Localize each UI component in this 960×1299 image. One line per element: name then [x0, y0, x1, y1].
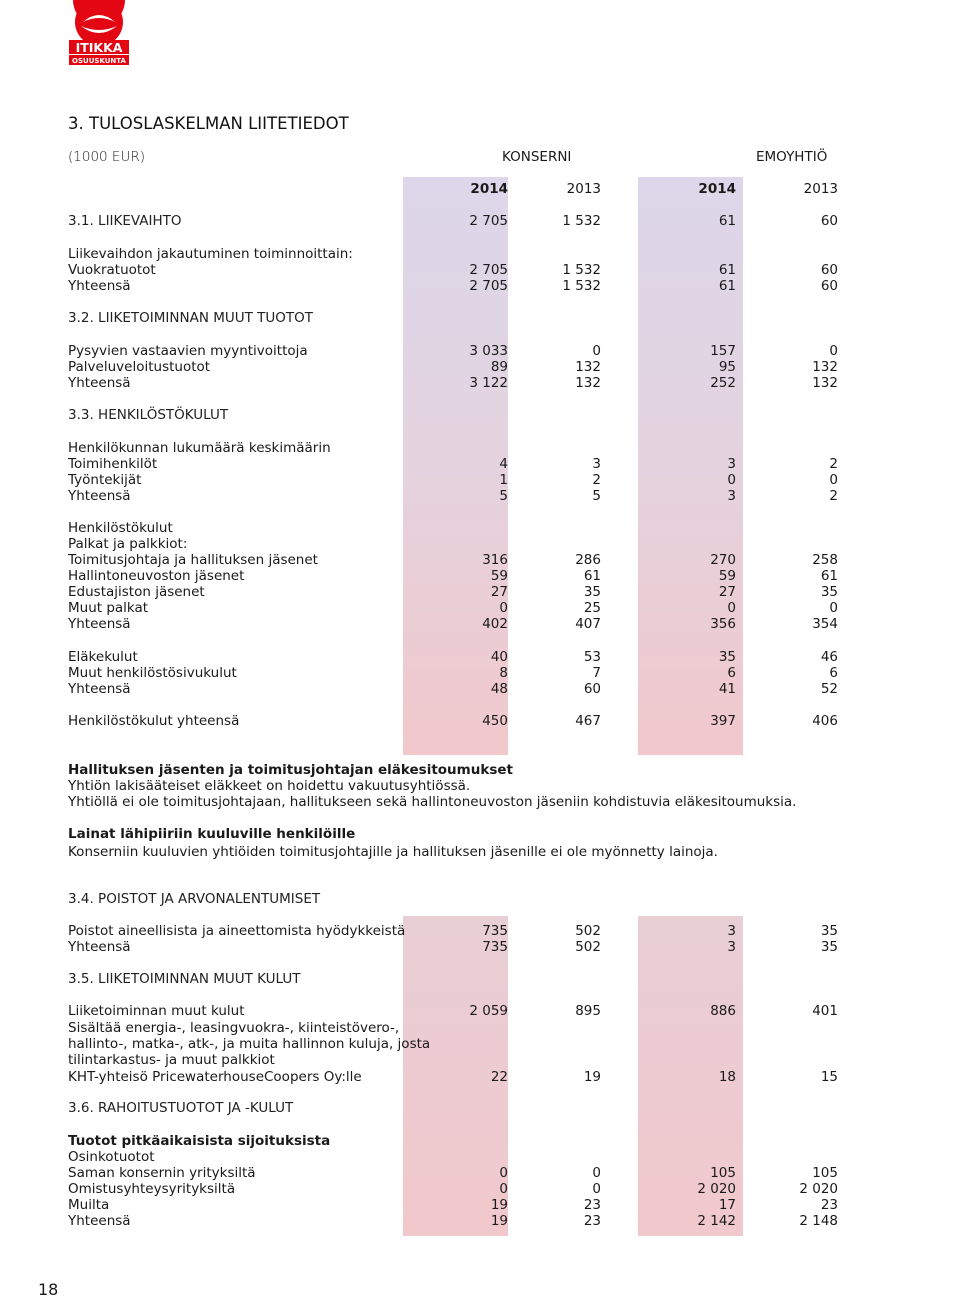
- row-label: Sisältää energia-, leasingvuokra-, kiinteistövero-,: [68, 1020, 400, 1036]
- cell: 61: [820, 568, 838, 584]
- cell: 48: [490, 681, 508, 697]
- cell: 406: [812, 713, 838, 729]
- cell: 17: [718, 1197, 736, 1213]
- row-vuokratuotot: [68, 262, 838, 279]
- section-title-3-2: 3.2. LIIKETOIMINNAN MUUT TUOTOT: [68, 310, 314, 326]
- row-henkilokunta-yhteensa: [68, 488, 838, 505]
- cell: 735: [482, 923, 508, 939]
- row-liikevaihto-yhteensa: [68, 278, 838, 295]
- row-label: Henkilökunnan lukumäärä keskimäärin: [68, 440, 331, 456]
- row-label: Yhteensä: [68, 681, 131, 697]
- row-label: Edustajiston jäsenet: [68, 584, 205, 600]
- cell: 95: [718, 359, 736, 375]
- row-section-3-3: [68, 407, 838, 424]
- row-label: Liiketoiminnan muut kulut: [68, 1003, 245, 1019]
- cell: 46: [820, 649, 838, 665]
- cell: 0: [592, 1181, 601, 1197]
- cell: 0: [829, 600, 838, 616]
- cell: 356: [710, 616, 736, 632]
- section-title-3-5: 3.5. LIIKETOIMINNAN MUUT KULUT: [68, 971, 301, 987]
- cell: 354: [812, 616, 838, 632]
- cell: 2 705: [469, 213, 508, 229]
- cell: 3: [727, 488, 736, 504]
- year-header-row: [68, 181, 838, 198]
- cell: 60: [820, 262, 838, 278]
- cell: 132: [575, 359, 601, 375]
- page-title: 3. TULOSLASKELMAN LIITETIEDOT: [68, 114, 349, 133]
- row-osinkotuotot-title: [68, 1149, 838, 1166]
- row-palkat-title: [68, 536, 838, 553]
- cell: 2 705: [469, 278, 508, 294]
- row-poistot-yhteensa: [68, 939, 838, 956]
- cell: 61: [718, 262, 736, 278]
- row-label: Tuotot pitkäaikaisista sijoituksista: [68, 1133, 331, 1149]
- itikka-logo: [63, 0, 135, 68]
- note-lainat-line1: Konserniin kuuluvien yhtiöiden toimitusjohtajille ja hallituksen jäsenille ei ole myönnetty lainoja.: [68, 844, 718, 860]
- row-label: KHT-yhteisö PricewaterhouseCoopers Oy:lle: [68, 1069, 362, 1085]
- row-label: Palkat ja palkkiot:: [68, 536, 188, 552]
- row-label: Poistot aineellisista ja aineettomista hyödykkeistä: [68, 923, 406, 939]
- cell: 0: [727, 472, 736, 488]
- cell: 6: [829, 665, 838, 681]
- cell: 53: [583, 649, 601, 665]
- cell: 252: [710, 375, 736, 391]
- cell: 1: [499, 472, 508, 488]
- cell: 61: [718, 278, 736, 294]
- row-saman-konsernin: [68, 1165, 838, 1182]
- cell: 3: [727, 939, 736, 955]
- cell: 105: [710, 1165, 736, 1181]
- row-label: Yhteensä: [68, 488, 131, 504]
- cell: 1 532: [562, 213, 601, 229]
- cell: 2 148: [799, 1213, 838, 1229]
- row-label: Yhteensä: [68, 939, 131, 955]
- logo-brand-text: ITIKKA: [75, 40, 123, 55]
- row-henkilostokulut-title: [68, 520, 838, 537]
- row-label: Henkilöstökulut: [68, 520, 173, 536]
- cell: 2: [592, 472, 601, 488]
- year-emoyhtio-2013: 2013: [803, 181, 838, 197]
- row-elakekulut: [68, 649, 838, 666]
- cell: 60: [820, 278, 838, 294]
- cell: 402: [482, 616, 508, 632]
- cell: 35: [718, 649, 736, 665]
- row-label: Muut henkilöstösivukulut: [68, 665, 237, 681]
- cell: 2 059: [469, 1003, 508, 1019]
- cell: 886: [710, 1003, 736, 1019]
- row-section-3-4: [68, 891, 838, 908]
- row-muilta: [68, 1197, 838, 1214]
- cell: 23: [820, 1197, 838, 1213]
- row-label: Henkilöstökulut yhteensä: [68, 713, 240, 729]
- row-palveluveloitus: [68, 359, 838, 376]
- row-label: Osinkotuotot: [68, 1149, 155, 1165]
- section-title-3-3: 3.3. HENKILÖSTÖKULUT: [68, 407, 229, 423]
- cell: 316: [482, 552, 508, 568]
- cell: 401: [812, 1003, 838, 1019]
- cell: 19: [490, 1213, 508, 1229]
- row-henkilokunta-title: [68, 440, 838, 457]
- cell: 27: [718, 584, 736, 600]
- year-emoyhtio-2014: 2014: [698, 181, 736, 197]
- cell: 0: [829, 343, 838, 359]
- row-henkilostokulut-yhteensa: [68, 713, 838, 730]
- cell: 258: [812, 552, 838, 568]
- section-title-3-4: 3.4. POISTOT JA ARVONALENTUMISET: [68, 891, 321, 907]
- row-label: Muilta: [68, 1197, 110, 1213]
- row-muut-tuotot-yhteensa: [68, 375, 838, 392]
- cell: 7: [592, 665, 601, 681]
- logo-sub-text: OSUUSKUNTA: [72, 57, 126, 65]
- row-label: Palveluveloitustuotot: [68, 359, 211, 375]
- row-label: Eläkekulut: [68, 649, 138, 665]
- cell: 35: [820, 923, 838, 939]
- row-label: Saman konsernin yrityksiltä: [68, 1165, 256, 1181]
- row-omistusyhteys: [68, 1181, 838, 1198]
- cell: 60: [820, 213, 838, 229]
- cell: 5: [499, 488, 508, 504]
- row-poistot: [68, 923, 838, 940]
- row-label: hallinto-, matka-, atk-, ja muita hallinnon kuluja, josta: [68, 1036, 431, 1052]
- row-sisaltaa-2: [68, 1036, 838, 1053]
- row-toimitusjohtaja: [68, 552, 838, 569]
- cell: 132: [575, 375, 601, 391]
- cell: 286: [575, 552, 601, 568]
- row-sisaltaa-1: [68, 1020, 838, 1037]
- cell: 105: [812, 1165, 838, 1181]
- cell: 22: [490, 1069, 508, 1085]
- cell: 157: [710, 343, 736, 359]
- cell: 132: [812, 359, 838, 375]
- cell: 19: [490, 1197, 508, 1213]
- row-label: Yhteensä: [68, 278, 131, 294]
- cell: 8: [499, 665, 508, 681]
- cell: 18: [718, 1069, 736, 1085]
- cell: 27: [490, 584, 508, 600]
- cell: 1 532: [562, 278, 601, 294]
- cell: 61: [718, 213, 736, 229]
- cell: 1 532: [562, 262, 601, 278]
- cell: 2 020: [697, 1181, 736, 1197]
- cell: 270: [710, 552, 736, 568]
- cell: 2: [829, 488, 838, 504]
- cell: 467: [575, 713, 601, 729]
- cell: 895: [575, 1003, 601, 1019]
- cell: 23: [583, 1197, 601, 1213]
- year-konserni-2013: 2013: [566, 181, 601, 197]
- cell: 3 033: [469, 343, 508, 359]
- cell: 0: [499, 1165, 508, 1181]
- row-section-3-2: [68, 310, 838, 327]
- row-label: Liikevaihdon jakautuminen toiminnoittain:: [68, 246, 353, 262]
- cell: 89: [490, 359, 508, 375]
- row-edustajisto: [68, 584, 838, 601]
- row-section-3-6: [68, 1100, 838, 1117]
- cell: 59: [490, 568, 508, 584]
- note-lainat-title: Lainat lähipiiriin kuuluville henkilöille: [68, 826, 356, 842]
- cell: 61: [583, 568, 601, 584]
- cell: 19: [583, 1069, 601, 1085]
- row-hallintoneuvosto: [68, 568, 838, 585]
- page-number: 18: [38, 1280, 59, 1299]
- cell: 0: [592, 343, 601, 359]
- row-osinko-yhteensa: [68, 1213, 838, 1230]
- section-title-3-1: 3.1. LIIKEVAIHTO: [68, 213, 182, 229]
- row-muut-palkat: [68, 600, 838, 617]
- cell: 3: [727, 456, 736, 472]
- cell: 450: [482, 713, 508, 729]
- row-section-3-5: [68, 971, 838, 988]
- row-label: Työntekijät: [68, 472, 142, 488]
- section-title-3-6: 3.6. RAHOITUSTUOTOT JA -KULUT: [68, 1100, 294, 1116]
- row-pysyvien: [68, 343, 838, 360]
- row-palkat-yhteensa: [68, 616, 838, 633]
- cell: 40: [490, 649, 508, 665]
- cell: 407: [575, 616, 601, 632]
- cell: 3: [592, 456, 601, 472]
- cell: 502: [575, 923, 601, 939]
- cell: 0: [499, 600, 508, 616]
- row-label: Pysyvien vastaavien myyntivoittoja: [68, 343, 308, 359]
- cell: 3: [727, 923, 736, 939]
- cell: 5: [592, 488, 601, 504]
- row-label: Yhteensä: [68, 616, 131, 632]
- cell: 59: [718, 568, 736, 584]
- row-label: Vuokratuotot: [68, 262, 156, 278]
- cell: 735: [482, 939, 508, 955]
- emoyhtio-header: EMOYHTIÖ: [756, 149, 828, 165]
- cell: 6: [727, 665, 736, 681]
- cell: 2: [829, 456, 838, 472]
- row-liiketoiminnan-muut-kulut: [68, 1003, 838, 1020]
- row-label: Toimitusjohtaja ja hallituksen jäsenet: [68, 552, 318, 568]
- cell: 23: [583, 1213, 601, 1229]
- cell: 35: [820, 584, 838, 600]
- cell: 15: [820, 1069, 838, 1085]
- row-jakautuminen-title: [68, 246, 838, 263]
- cell: 2 020: [799, 1181, 838, 1197]
- row-label: tilintarkastus- ja muut palkkiot: [68, 1052, 275, 1068]
- row-label: Yhteensä: [68, 375, 131, 391]
- cell: 397: [710, 713, 736, 729]
- cell: 0: [829, 472, 838, 488]
- cell: 60: [583, 681, 601, 697]
- unit-label: (1000 EUR): [68, 149, 145, 165]
- cell: 2 705: [469, 262, 508, 278]
- note-elake-line2: Yhtiöllä ei ole toimitusjohtajaan, hallitukseen sekä hallintoneuvoston jäseniin kohdistuvia eläkesitoumuksia.: [68, 794, 797, 810]
- cell: 0: [499, 1181, 508, 1197]
- konserni-header: KONSERNI: [502, 149, 572, 165]
- note-elake-title: Hallituksen jäsenten ja toimitusjohtajan eläkesitoumukset: [68, 762, 513, 778]
- cell: 0: [592, 1165, 601, 1181]
- cell: 2 142: [697, 1213, 736, 1229]
- cell: 52: [820, 681, 838, 697]
- cell: 35: [583, 584, 601, 600]
- cell: 0: [727, 600, 736, 616]
- row-label: Yhteensä: [68, 1213, 131, 1229]
- cell: 502: [575, 939, 601, 955]
- cell: 35: [820, 939, 838, 955]
- row-kht: [68, 1069, 838, 1086]
- cell: 4: [499, 456, 508, 472]
- row-label: Muut palkat: [68, 600, 149, 616]
- cell: 25: [583, 600, 601, 616]
- row-muut-sivukulut: [68, 665, 838, 682]
- row-label: Omistusyhteysyrityksiltä: [68, 1181, 236, 1197]
- row-label: Hallintoneuvoston jäsenet: [68, 568, 245, 584]
- row-tuotot-title: [68, 1133, 838, 1150]
- note-elake-line1: Yhtiön lakisääteiset eläkkeet on hoidettu vakuutusyhtiössä.: [68, 778, 471, 794]
- cell: 3 122: [469, 375, 508, 391]
- row-sisaltaa-3: [68, 1052, 838, 1069]
- row-toimihenkilot: [68, 456, 838, 473]
- row-sivukulut-yhteensa: [68, 681, 838, 698]
- year-konserni-2014: 2014: [470, 181, 508, 197]
- row-liikevaihto: [68, 213, 838, 230]
- row-label: Toimihenkilöt: [68, 456, 158, 472]
- cell: 132: [812, 375, 838, 391]
- row-tyontekijat: [68, 472, 838, 489]
- cell: 41: [718, 681, 736, 697]
